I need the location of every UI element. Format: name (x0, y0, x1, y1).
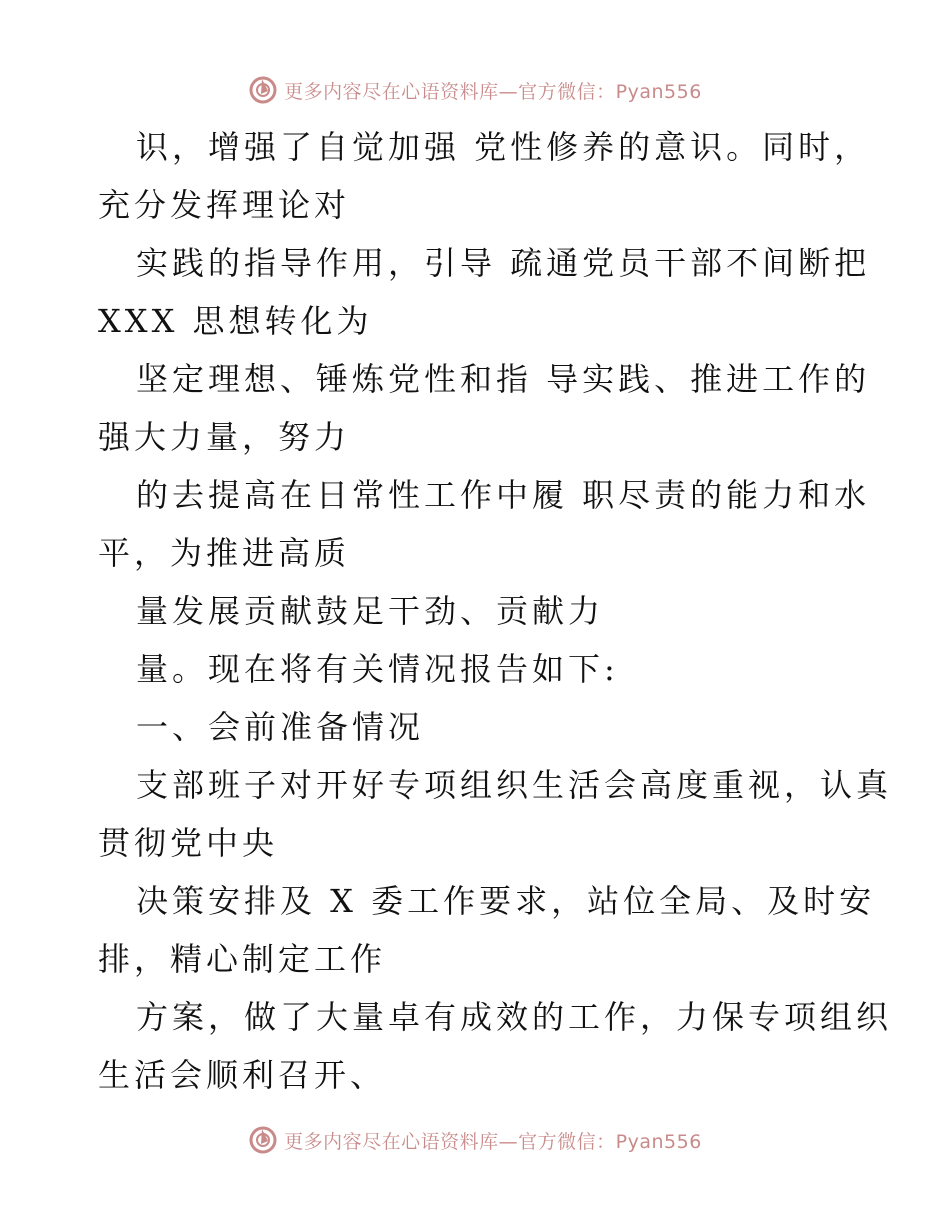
paragraph-line: 量。现在将有关情况报告如下: (136, 650, 619, 688)
seal-logo-icon (248, 1125, 278, 1155)
paragraph-line: 生活会顺利召开、 (98, 1056, 387, 1094)
paragraph-line: XXX 思想转化为 (98, 302, 373, 340)
paragraph-line: 排，精心制定工作 (98, 940, 387, 978)
paragraph-line: 方案，做了大量卓有成效的工作，力保专项组织 (136, 998, 893, 1036)
paragraph-line: 决策安排及 X 委工作要求，站位全局、及时安 (136, 882, 876, 920)
paragraph-line: 强大力量，努力 (98, 418, 351, 456)
paragraph-line: 实践的指导作用，引导 疏通党员干部不间断把 (136, 244, 871, 282)
watermark-text: 更多内容尽在心语资料库—官方微信：Pyan556 (284, 1130, 702, 1153)
footer-watermark (0, 1120, 950, 1160)
watermark-text: 更多内容尽在心语资料库—官方微信：Pyan556 (284, 80, 702, 103)
document-body (98, 118, 893, 1104)
header-watermark (0, 70, 950, 110)
section-heading: 一、会前准备情况 (136, 708, 425, 746)
paragraph-line: 充分发挥理论对 (98, 186, 351, 224)
paragraph-line: 的去提高在日常性工作中履 职尽责的能力和水 (136, 476, 871, 514)
paragraph-line: 贯彻党中央 (98, 824, 279, 862)
paragraph-line: 识，增强了自觉加强 党性修养的意识。同时， (136, 128, 871, 166)
paragraph-line: 量发展贡献鼓足干劲、贡献力 (136, 592, 605, 630)
paragraph-line: 坚定理想、锤炼党性和指 导实践、推进工作的 (136, 360, 871, 398)
paragraph-line: 平，为推进高质 (98, 534, 351, 572)
seal-logo-icon (248, 75, 278, 105)
paragraph-line: 支部班子对开好专项组织生活会高度重视，认真 (136, 766, 893, 804)
